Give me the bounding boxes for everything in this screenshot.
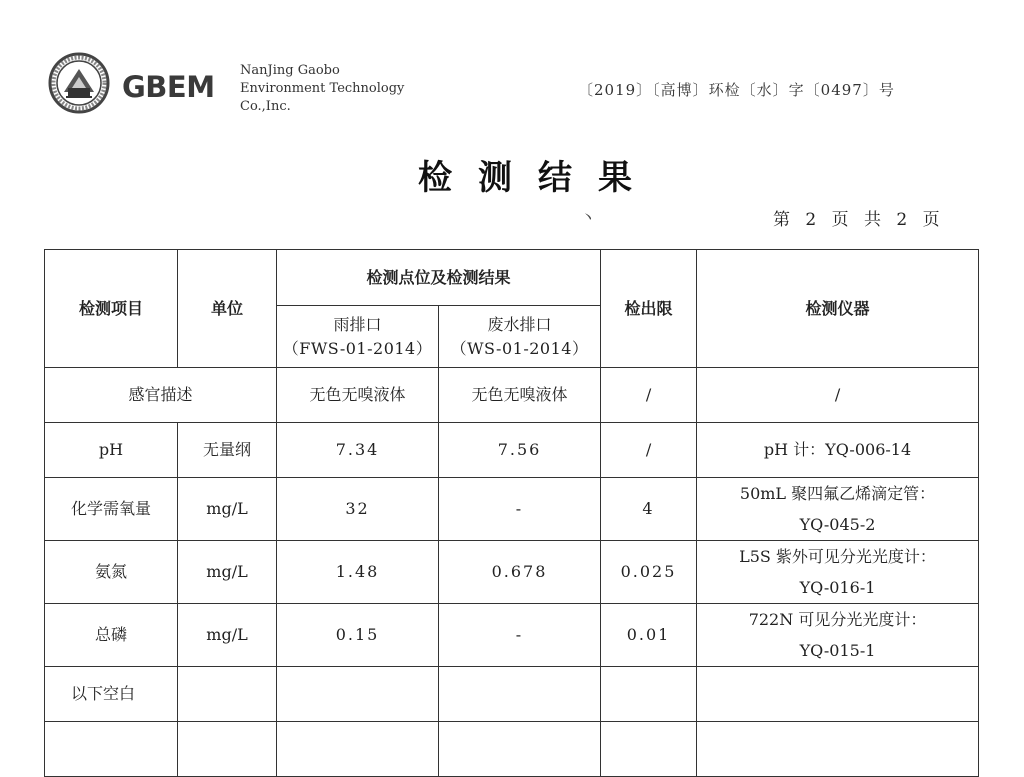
header-limit: 检出限 — [601, 250, 697, 368]
instrument-name: 50mL 聚四氟乙烯滴定管： — [739, 484, 936, 503]
cell-item: 氨氮 — [45, 541, 178, 604]
instrument-code: YQ-016-1 — [799, 578, 876, 597]
cell-point1: 0.15 — [277, 604, 439, 667]
cell-end-note: 以下空白 — [45, 667, 178, 722]
cell-limit: 0.025 — [601, 541, 697, 604]
point2-code: （WS-01-2014） — [450, 338, 589, 358]
cell-instrument: pH 计：YQ-006-14 — [697, 423, 979, 478]
cell-limit: / — [601, 368, 697, 423]
empty-cell — [45, 722, 178, 777]
cell-instrument — [697, 604, 979, 667]
cell-point2: 无色无嗅液体 — [439, 368, 601, 423]
empty-cell — [277, 667, 439, 722]
cell-item: pH — [45, 423, 178, 478]
company-name-line: Environment Technology — [240, 81, 405, 96]
header-point1 — [277, 306, 439, 368]
table-row — [45, 423, 979, 478]
cell-point1: 32 — [277, 478, 439, 541]
point1-code: （FWS-01-2014） — [282, 338, 433, 358]
page-info: 第 2 页 共 2 页 — [773, 210, 945, 230]
stray-mark: 丶 — [580, 208, 597, 227]
instrument-code: YQ-015-1 — [799, 641, 876, 660]
cell-instrument — [697, 541, 979, 604]
cell-point2: - — [439, 478, 601, 541]
empty-cell — [178, 667, 277, 722]
cell-instrument — [697, 478, 979, 541]
cell-item: 化学需氧量 — [45, 478, 178, 541]
cell-point2: 0.678 — [439, 541, 601, 604]
header-point2 — [439, 306, 601, 368]
cell-unit: mg/L — [178, 478, 277, 541]
empty-cell — [439, 722, 601, 777]
cell-limit: 4 — [601, 478, 697, 541]
header-unit: 单位 — [178, 250, 277, 368]
cell-instrument: / — [697, 368, 979, 423]
cell-unit: mg/L — [178, 604, 277, 667]
empty-cell — [178, 722, 277, 777]
cell-item: 感官描述 — [45, 368, 277, 423]
company-name — [240, 62, 404, 116]
instrument-name: L5S 紫外可见分光光度计： — [739, 547, 936, 566]
cell-limit: / — [601, 423, 697, 478]
instrument-name: 722N 可见分光光度计： — [748, 610, 927, 629]
company-name-line: NanJing Gaobo — [240, 63, 340, 78]
table-row — [45, 604, 979, 667]
empty-cell — [439, 667, 601, 722]
table-row — [45, 667, 979, 722]
report-number: 〔2019〕〔高博〕环检〔水〕字〔0497〕号 — [578, 81, 895, 99]
table-row — [45, 541, 979, 604]
company-logo-text: GBEM — [122, 70, 215, 104]
cell-unit: mg/L — [178, 541, 277, 604]
cell-limit: 0.01 — [601, 604, 697, 667]
header-item: 检测项目 — [45, 250, 178, 368]
empty-cell — [697, 667, 979, 722]
empty-cell — [601, 722, 697, 777]
cell-item: 总磷 — [45, 604, 178, 667]
cell-point2: - — [439, 604, 601, 667]
instrument-code: YQ-045-2 — [799, 515, 876, 534]
table-row — [45, 478, 979, 541]
cell-point1: 无色无嗅液体 — [277, 368, 439, 423]
empty-cell — [277, 722, 439, 777]
company-name-line: Co.,Inc. — [240, 99, 291, 114]
document-title: 检测结果 — [418, 158, 658, 198]
cell-unit: 无量纲 — [178, 423, 277, 478]
header-instrument: 检测仪器 — [697, 250, 979, 368]
cell-point1: 7.34 — [277, 423, 439, 478]
cell-point1: 1.48 — [277, 541, 439, 604]
table-row — [45, 368, 979, 423]
table-row — [45, 722, 979, 777]
company-seal-logo — [48, 52, 110, 114]
results-table — [44, 249, 979, 777]
cell-point2: 7.56 — [439, 423, 601, 478]
header-points-group: 检测点位及检测结果 — [277, 250, 601, 306]
empty-cell — [601, 667, 697, 722]
point1-name: 雨排口 — [333, 314, 382, 334]
point2-name: 废水排口 — [487, 314, 552, 334]
empty-cell — [697, 722, 979, 777]
